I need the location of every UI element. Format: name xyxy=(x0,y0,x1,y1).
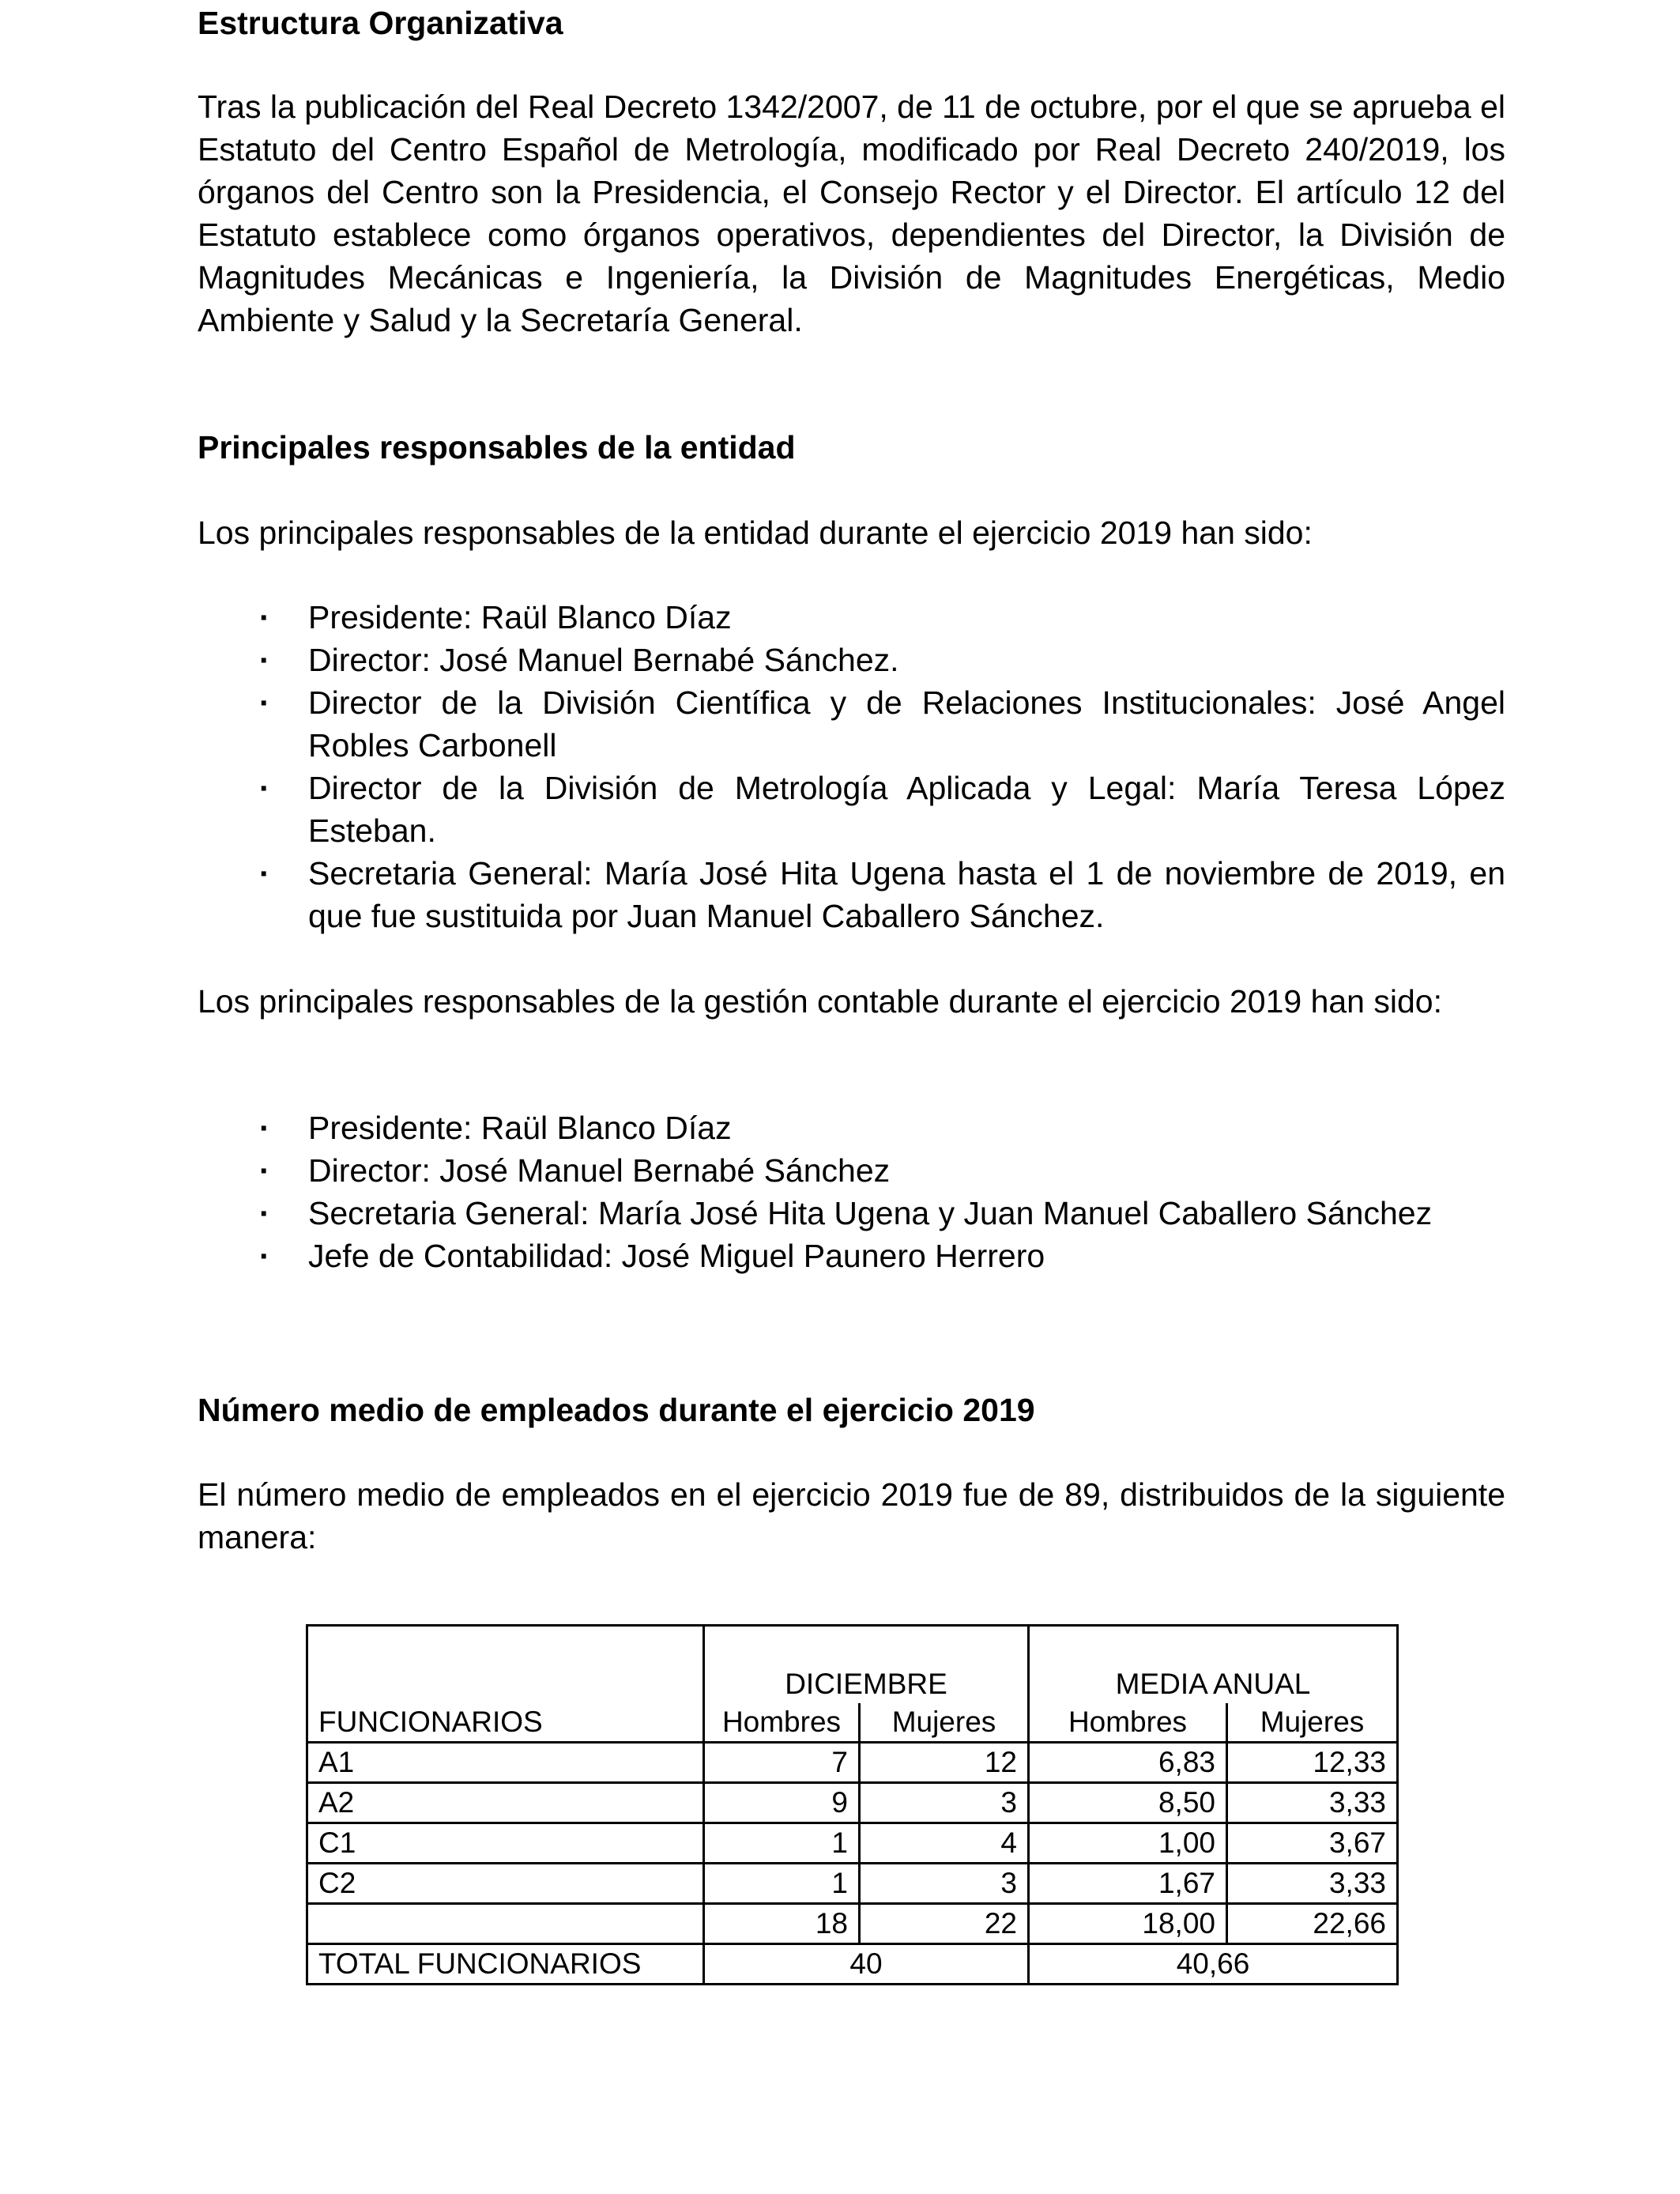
subheader-mujeres-media: Mujeres xyxy=(1227,1703,1398,1743)
list-item: · Presidente: Raül Blanco Díaz xyxy=(198,1106,1505,1149)
cell-value: 7 xyxy=(704,1743,860,1783)
table-row xyxy=(307,1823,1398,1864)
cell-value: 22 xyxy=(860,1904,1029,1944)
cell-value: 3 xyxy=(860,1864,1029,1904)
cell-value: 3 xyxy=(860,1783,1029,1823)
row-label: A1 xyxy=(307,1743,704,1783)
section-title-principales: Principales responsables de la entidad xyxy=(198,429,796,466)
table-subheader-row xyxy=(307,1703,1398,1743)
cell-value: 6,83 xyxy=(1029,1743,1227,1783)
table-header-row xyxy=(307,1626,1398,1704)
cell-value: 18 xyxy=(704,1904,860,1944)
cell-value: 18,00 xyxy=(1029,1904,1227,1944)
bullet-icon: · xyxy=(259,599,270,635)
total-label: TOTAL FUNCIONARIOS xyxy=(307,1944,704,1985)
bullet-icon: · xyxy=(259,1238,270,1274)
table-row xyxy=(307,1783,1398,1823)
list-item: · Secretaria General: María José Hita Ugena y Juan Manuel Caballero Sánchez xyxy=(198,1192,1505,1235)
cell-value: 8,50 xyxy=(1029,1783,1227,1823)
bullet-icon: · xyxy=(259,684,270,721)
cell-value: 4 xyxy=(860,1823,1029,1864)
bullet-icon: · xyxy=(259,1110,270,1146)
contables-list xyxy=(198,1106,1505,1277)
paragraph-empleados: El número medio de empleados en el ejercicio 2019 fue de 89, distribuidos de la siguiente manera: xyxy=(198,1476,1505,1555)
group-header-media-anual: MEDIA ANUAL xyxy=(1029,1626,1398,1704)
cell-value: 12,33 xyxy=(1227,1743,1398,1783)
list-item: · Director de la División de Metrología Aplicada y Legal: María Teresa López Esteban. xyxy=(198,767,1505,852)
cell-value: 3,33 xyxy=(1227,1864,1398,1904)
cell-value: 12 xyxy=(860,1743,1029,1783)
bullet-icon: · xyxy=(259,1152,270,1189)
responsables-list xyxy=(198,596,1505,937)
subheader-hombres-dic: Hombres xyxy=(704,1703,860,1743)
section-title-empleados: Número medio de empleados durante el ejercicio 2019 xyxy=(198,1392,1035,1428)
cell-value: 22,66 xyxy=(1227,1904,1398,1944)
list-item: · Director: José Manuel Bernabé Sánchez xyxy=(198,1149,1505,1192)
row-header-funcionarios: FUNCIONARIOS xyxy=(307,1703,704,1743)
total-media: 40,66 xyxy=(1029,1944,1398,1985)
cell-value: 1 xyxy=(704,1823,860,1864)
table-corner-cell xyxy=(307,1626,704,1704)
cell-value: 1,00 xyxy=(1029,1823,1227,1864)
group-header-diciembre: DICIEMBRE xyxy=(704,1626,1029,1704)
employees-table xyxy=(306,1624,1399,1985)
subheader-mujeres-dic: Mujeres xyxy=(860,1703,1029,1743)
paragraph-contables-intro: Los principales responsables de la gestión contable durante el ejercicio 2019 han sido: xyxy=(198,983,1442,1020)
bullet-icon: · xyxy=(259,1195,270,1231)
paragraph-responsables-intro: Los principales responsables de la entidad durante el ejercicio 2019 han sido: xyxy=(198,515,1313,551)
table-row xyxy=(307,1743,1398,1783)
bullet-icon: · xyxy=(259,855,270,892)
row-label: C1 xyxy=(307,1823,704,1864)
list-item: · Director: José Manuel Bernabé Sánchez. xyxy=(198,639,1505,681)
table-total-row xyxy=(307,1944,1398,1985)
cell-value: 3,33 xyxy=(1227,1783,1398,1823)
cell-value: 1 xyxy=(704,1864,860,1904)
cell-value: 3,67 xyxy=(1227,1823,1398,1864)
list-item: · Jefe de Contabilidad: José Miguel Paunero Herrero xyxy=(198,1235,1505,1277)
subheader-hombres-media: Hombres xyxy=(1029,1703,1227,1743)
bullet-icon: · xyxy=(259,770,270,806)
section-title-estructura: Estructura Organizativa xyxy=(198,5,563,41)
row-label: A2 xyxy=(307,1783,704,1823)
total-diciembre: 40 xyxy=(704,1944,1029,1985)
list-item: · Presidente: Raül Blanco Díaz xyxy=(198,596,1505,639)
list-item: · Director de la División Científica y de Relaciones Institucionales: José Angel Robles Carbonell xyxy=(198,681,1505,767)
cell-value: 9 xyxy=(704,1783,860,1823)
cell-value: 1,67 xyxy=(1029,1864,1227,1904)
row-label xyxy=(307,1904,704,1944)
row-label: C2 xyxy=(307,1864,704,1904)
table-subtotal-row xyxy=(307,1904,1398,1944)
list-item: · Secretaria General: María José Hita Ugena hasta el 1 de noviembre de 2019, en que fue sustituida por Juan Manuel Caballero Sánchez. xyxy=(198,852,1505,937)
table-row xyxy=(307,1864,1398,1904)
paragraph-estructura: Tras la publicación del Real Decreto 1342/2007, de 11 de octubre, por el que se aprueba el Estatuto del Centro Español de Metrología, modificado por Real Decreto 240/2019, los órganos del Centro son la Presidencia, el Consejo Rector y el Director. El artículo 12 del Estatuto establece como órganos operativos, dependientes del Director, la División de Magnitudes Mecánicas e Ingeniería, la División de Magnitudes Energéticas, Medio Ambiente y Salud y la Secretaría General. xyxy=(198,89,1505,338)
bullet-icon: · xyxy=(259,642,270,678)
